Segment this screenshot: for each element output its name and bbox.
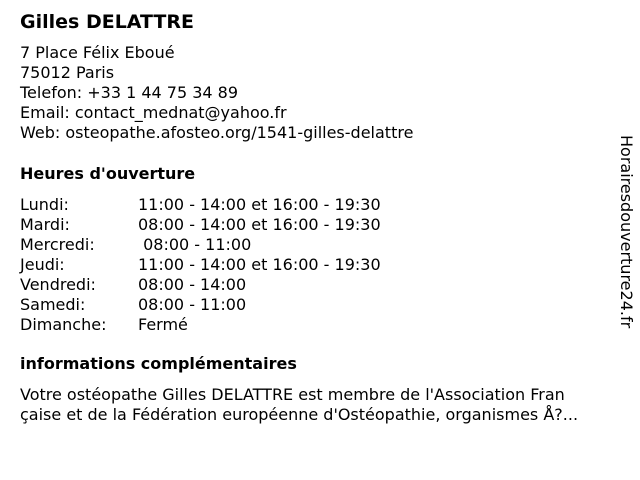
contact-block bbox=[20, 43, 413, 143]
day-label: Vendredi: bbox=[20, 275, 96, 294]
info-line-2: çaise et de la Fédération européenne d'Ostéopathie, organismes Å?... bbox=[20, 405, 579, 424]
address-line-1: 7 Place Félix Eboué bbox=[20, 43, 175, 62]
hours-row-wednesday bbox=[20, 235, 381, 255]
hours-row-saturday bbox=[20, 295, 381, 315]
email-text: Email: contact_mednat@yahoo.fr bbox=[20, 103, 287, 122]
web-text: Web: osteopathe.afosteo.org/1541-gilles-delattre bbox=[20, 123, 414, 142]
opening-hours-table bbox=[20, 195, 381, 335]
business-name: Gilles DELATTRE bbox=[20, 11, 194, 33]
hours-row-tuesday bbox=[20, 215, 381, 235]
hours-row-sunday bbox=[20, 315, 381, 335]
day-label: Samedi: bbox=[20, 295, 86, 314]
address-line-2: 75012 Paris bbox=[20, 63, 115, 82]
hours-value: 08:00 - 14:00 bbox=[138, 275, 247, 294]
hours-value: 11:00 - 14:00 et 16:00 - 19:30 bbox=[138, 255, 381, 274]
hours-value: 08:00 - 14:00 et 16:00 - 19:30 bbox=[138, 215, 381, 234]
opening-hours-heading: Heures d'ouverture bbox=[20, 164, 196, 183]
info-line-1: Votre ostéopathe Gilles DELATTRE est membre de l'Association Fran bbox=[20, 385, 565, 404]
day-label: Dimanche: bbox=[20, 315, 107, 334]
hours-row-thursday bbox=[20, 255, 381, 275]
day-label: Jeudi: bbox=[20, 255, 65, 274]
day-label: Mardi: bbox=[20, 215, 70, 234]
day-label: Lundi: bbox=[20, 195, 69, 214]
hours-row-friday bbox=[20, 275, 381, 295]
hours-value: 08:00 - 11:00 bbox=[138, 235, 252, 254]
hours-value: 08:00 - 11:00 bbox=[138, 295, 247, 314]
phone-text: Telefon: +33 1 44 75 34 89 bbox=[20, 83, 239, 102]
hours-value: Fermé bbox=[138, 315, 188, 334]
day-label: Mercredi: bbox=[20, 235, 95, 254]
hours-value: 11:00 - 14:00 et 16:00 - 19:30 bbox=[138, 195, 381, 214]
additional-info-heading: informations complémentaires bbox=[20, 354, 297, 373]
additional-info-text bbox=[20, 385, 630, 425]
hours-row-monday bbox=[20, 195, 381, 215]
site-watermark: Horairesdouverture24.fr bbox=[617, 135, 636, 329]
